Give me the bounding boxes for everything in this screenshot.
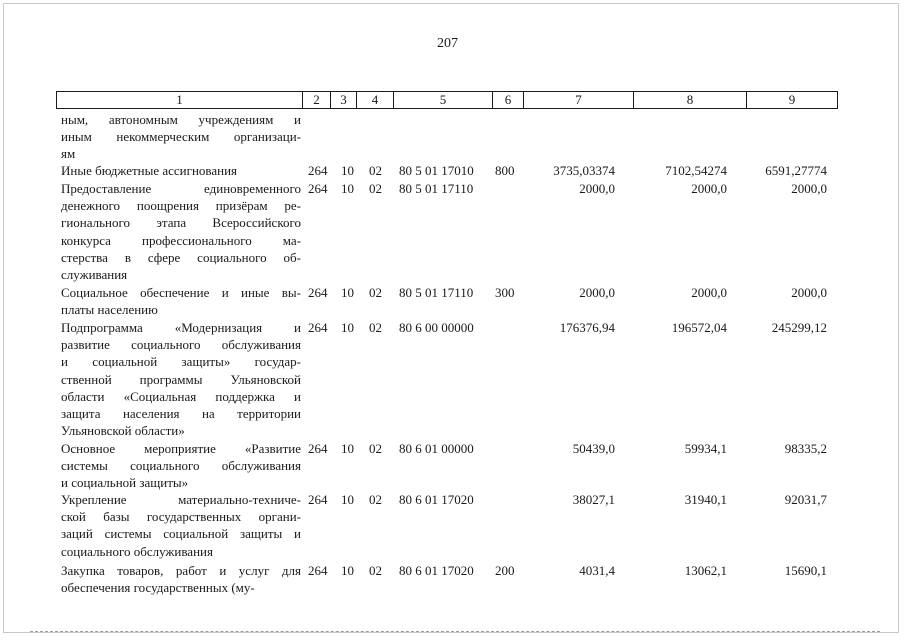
- header-col-7: 7: [524, 92, 634, 108]
- cell-col-9: 15690,1: [784, 563, 827, 578]
- cell-col-8: 13062,1: [684, 563, 727, 578]
- row-name-line: развитие социального обслуживания: [61, 337, 301, 353]
- page-number: 207: [437, 36, 458, 51]
- cell-col-2: 264: [308, 441, 328, 456]
- row-name-line: ской базы государственных органи-: [61, 509, 301, 525]
- cell-col-3: 10: [341, 563, 354, 578]
- cell-col-2: 264: [308, 285, 328, 300]
- row-name-line: денежного поощрения призёрам ре-: [61, 198, 301, 214]
- row-name: [61, 319, 301, 439]
- cell-col-9: 98335,2: [784, 441, 827, 456]
- row-name-line: иным некоммерческим организаци-: [61, 129, 301, 145]
- cell-col-5: 80 6 01 17020: [399, 492, 474, 507]
- cell-col-5: 80 6 01 17020: [399, 563, 474, 578]
- cell-col-2: 264: [308, 563, 328, 578]
- cell-col-2: 264: [308, 181, 328, 196]
- cell-col-5: 80 5 01 17110: [399, 285, 474, 300]
- row-name: [61, 180, 301, 283]
- cell-col-8: 2000,0: [691, 285, 727, 300]
- cell-col-8: 2000,0: [691, 181, 727, 196]
- header-col-3: 3: [331, 92, 357, 108]
- row-name-line: стерства в сфере социального об-: [61, 249, 301, 265]
- row-name-line: Ульяновской области»: [61, 423, 185, 439]
- row-name-line: Укрепление материально-техниче-: [61, 492, 301, 507]
- cell-col-9: 2000,0: [791, 181, 827, 196]
- cell-col-4: 02: [369, 492, 382, 507]
- cell-col-4: 02: [369, 563, 382, 578]
- cell-col-7: 4031,4: [579, 563, 615, 578]
- cell-col-8: 59934,1: [684, 441, 727, 456]
- row-name-line: и социальной защиты»: [61, 475, 189, 491]
- row-name-line: обеспечения государственных (му-: [61, 580, 255, 596]
- cell-col-4: 02: [369, 181, 382, 196]
- row-name-line: области «Социальная поддержка и: [61, 388, 301, 404]
- row-name: [61, 162, 301, 179]
- cell-col-8: 7102,54274: [665, 163, 727, 178]
- row-name-line: конкурса профессионального ма-: [61, 232, 301, 248]
- header-col-6: 6: [493, 92, 524, 108]
- row-name-line: системы социального обслуживания: [61, 458, 301, 474]
- cell-col-7: 50439,0: [572, 441, 615, 456]
- header-col-5: 5: [394, 92, 493, 108]
- row-name-line: Предоставление единовременного: [61, 181, 301, 196]
- row-name-line: Основное мероприятие «Развитие: [61, 441, 301, 456]
- cell-col-2: 264: [308, 163, 328, 178]
- row-name: [61, 111, 301, 163]
- row-name: [61, 284, 301, 318]
- row-name-line: ным, автономным учреждениям и: [61, 112, 301, 127]
- cell-col-2: 264: [308, 492, 328, 507]
- cell-col-9: 92031,7: [784, 492, 827, 507]
- cell-col-3: 10: [341, 181, 354, 196]
- cell-col-2: 264: [308, 320, 328, 335]
- table-header-row: [56, 91, 838, 109]
- cell-col-7: 176376,94: [559, 320, 615, 335]
- bottom-dashed-line: [30, 631, 880, 632]
- row-name-line: и социальной защиты» государ-: [61, 354, 301, 370]
- row-name-line: ям: [61, 146, 76, 162]
- cell-col-7: 2000,0: [579, 285, 615, 300]
- header-col-4: 4: [357, 92, 394, 108]
- cell-col-7: 3735,03374: [553, 163, 615, 178]
- cell-col-8: 31940,1: [684, 492, 727, 507]
- row-name-line: ственной программы Ульяновской: [61, 371, 301, 387]
- header-col-8: 8: [634, 92, 747, 108]
- row-name: [61, 491, 301, 560]
- header-col-9: 9: [788, 92, 796, 107]
- cell-col-6: 800: [495, 163, 515, 178]
- cell-col-8: 196572,04: [671, 320, 727, 335]
- row-name-line: Закупка товаров, работ и услуг для: [61, 563, 301, 578]
- row-name: [61, 562, 301, 596]
- cell-col-4: 02: [369, 163, 382, 178]
- cell-col-6: 300: [495, 285, 515, 300]
- cell-col-5: 80 5 01 17110: [399, 181, 474, 196]
- cell-col-3: 10: [341, 163, 354, 178]
- cell-col-6: 200: [495, 563, 515, 578]
- row-name-line: Иные бюджетные ассигнования: [61, 163, 238, 178]
- cell-col-4: 02: [369, 320, 382, 335]
- cell-col-3: 10: [341, 441, 354, 456]
- cell-col-5: 80 6 00 00000: [399, 320, 474, 335]
- cell-col-9: 2000,0: [791, 285, 827, 300]
- row-name-line: служивания: [61, 267, 128, 283]
- row-name-line: заций системы социальной защиты и: [61, 526, 301, 542]
- header-col-2: 2: [303, 92, 331, 108]
- cell-col-3: 10: [341, 285, 354, 300]
- row-name-line: Социальное обеспечение и иные вы-: [61, 285, 301, 300]
- row-name-line: Подпрограмма «Модернизация и: [61, 320, 301, 335]
- header-col-1: 1: [57, 92, 303, 108]
- row-name-line: гионального этапа Всероссийского: [61, 215, 301, 231]
- row-name-line: платы населению: [61, 302, 158, 318]
- cell-col-9: 6591,27774: [765, 163, 827, 178]
- cell-col-3: 10: [341, 320, 354, 335]
- cell-col-3: 10: [341, 492, 354, 507]
- cell-col-5: 80 5 01 17010: [399, 163, 474, 178]
- cell-col-4: 02: [369, 441, 382, 456]
- row-name-line: социального обслуживания: [61, 543, 213, 559]
- cell-col-4: 02: [369, 285, 382, 300]
- cell-col-7: 38027,1: [572, 492, 615, 507]
- row-name-line: защита населения на территории: [61, 406, 301, 422]
- cell-col-9: 245299,12: [771, 320, 827, 335]
- row-name: [61, 440, 301, 492]
- cell-col-5: 80 6 01 00000: [399, 441, 474, 456]
- cell-col-7: 2000,0: [579, 181, 615, 196]
